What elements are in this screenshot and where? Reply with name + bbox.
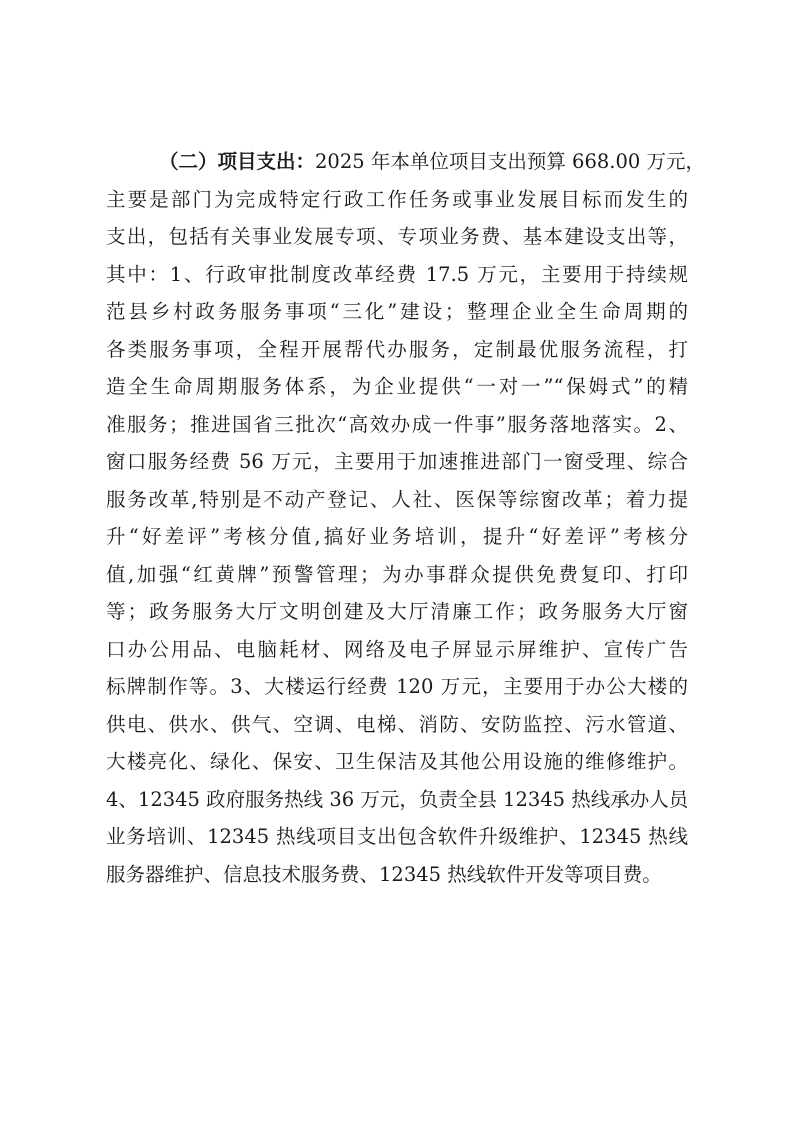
paragraph-line-16: 供电、供水、供气、空调、电梯、消防、安防监控、污水管道、 bbox=[106, 712, 688, 736]
paragraph-line-19: 业务培训、12345 热线项目支出包含软件升级维护、12345 热线 bbox=[106, 825, 688, 848]
document-body bbox=[106, 143, 705, 893]
paragraph-line-5: 范县乡村政务服务事项“三化”建设；整理企业全生命周期的 bbox=[106, 300, 688, 323]
paragraph-line-3: 支出，包括有关事业发展专项、专项业务费、基本建设支出等， bbox=[106, 225, 688, 248]
paragraph-line-15: 标牌制作等。3、大楼运行经费 120 万元，主要用于办公大楼的 bbox=[106, 675, 688, 698]
paragraph-line-13: 等；政务服务大厅文明创建及大厅清廉工作；政务服务大厅窗 bbox=[106, 600, 688, 623]
paragraph-line-1 bbox=[106, 143, 705, 181]
paragraph-line-12: 值,加强“红黄牌”预警管理；为办事群众提供免费复印、打印 bbox=[106, 562, 688, 586]
paragraph-line-17: 大楼亮化、绿化、保安、卫生保洁及其他公用设施的维修维护。 bbox=[106, 750, 688, 773]
paragraph-line-20: 服务器维护、信息技术服务费、12345 热线软件开发等项目费。 bbox=[106, 862, 662, 886]
paragraph-line-10: 服务改革,特别是不动产登记、人社、医保等综窗改革；着力提 bbox=[106, 487, 688, 511]
paragraph-line-11: 升“好差评”考核分值,搞好业务培训，提升“好差评”考核分 bbox=[106, 525, 688, 548]
paragraph-line-8: 准服务；推进国省三批次“高效办成一件事”服务落地落实。2、 bbox=[106, 412, 688, 436]
section-heading: （二）项目支出： bbox=[159, 150, 316, 173]
line-text: 2025 年本单位项目支出预算 668.00 万元， bbox=[315, 150, 705, 173]
paragraph-line-6: 各类服务事项，全程开展帮代办服务，定制最优服务流程，打 bbox=[106, 337, 688, 361]
paragraph-line-2: 主要是部门为完成特定行政工作任务或事业发展目标而发生的 bbox=[106, 187, 688, 211]
paragraph-line-4: 其中：1、行政审批制度改革经费 17.5 万元，主要用于持续规 bbox=[106, 262, 688, 286]
paragraph-line-7: 造全生命周期服务体系，为企业提供“一对一”“保姆式”的精 bbox=[106, 375, 688, 398]
paragraph-line-9: 窗口服务经费 56 万元，主要用于加速推进部门一窗受理、综合 bbox=[106, 450, 688, 473]
paragraph-line-18: 4、12345 政府服务热线 36 万元，负责全县 12345 热线承办人员 bbox=[106, 787, 689, 811]
paragraph-line-14: 口办公用品、电脑耗材、网络及电子屏显示屏维护、宣传广告 bbox=[106, 637, 688, 661]
